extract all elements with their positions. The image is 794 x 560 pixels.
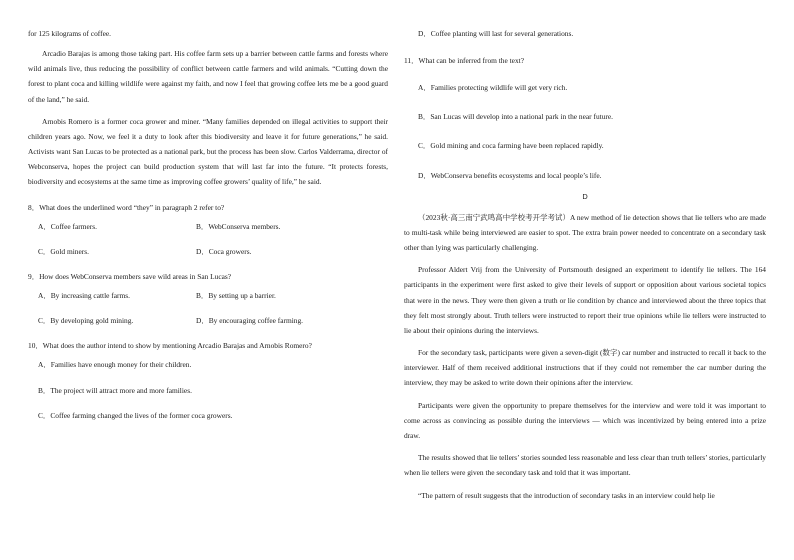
option-10d[interactable]: D．Coffee planting will last for several generations. <box>418 29 574 38</box>
passage-paragraph-2: Arcadio Barajas is among those taking part. His coffee farm sets up a barrier between cattle farms and forests where wild animals live, thus reducing the possibility of conflict between cattle farmers and wild animals. “Cutting down the forest to plant coca and killing wildlife were against my faith, and now I feel that growing coffee lets me be a good guard of the land,” he said. <box>28 49 388 104</box>
option-11d[interactable]: D．WebConserva benefits ecosystems and local people’s life. <box>418 170 602 180</box>
passage-intro-line: for 125 kilograms of coffee. <box>28 29 111 38</box>
option-9a[interactable]: A．By increasing cattle farms. <box>38 291 130 301</box>
option-10a[interactable]: A．Families have enough money for their children. <box>38 360 192 370</box>
passage-d-paragraph-1: （2023秋·高三南宁武鸣高中学校考开学考试）A new method of lie detection shows that lie tellers who are made to multi-task while being interviewed are easier to spot. The extra brain power needed to concentrate on a secondary task other than lying was particularly challenging. <box>404 212 766 253</box>
question-8: 8．What does the underlined word “they” in paragraph 2 refer to? <box>28 202 225 212</box>
question-9: 9．How does WebConserva members save wild areas in San Lucas? <box>28 271 232 281</box>
passage-paragraph-3: Arnobis Romero is a former coca grower and miner. “Many families depended on illegal activities to support their children years ago. Now, we feel it a duty to look after this biodiversity and leave it for future generations,” he said. Activists want San Lucas to be protected as a national park, but the process has been slow. Carlos Valderrama, director of Webconserva, hopes the project can build production system that will last far into the future. “It protects forests, biodiversity and ecosystems at the same time as improving coffee growers’ quality of life,” he said. <box>28 116 388 187</box>
option-8d[interactable]: D．Coca growers. <box>196 246 252 256</box>
passage-d-paragraph-3: For the secondary task, participants were given a seven-digit (数字) car number and instructed to recall it back to the interviewer. Half of them received additional instructions that if they could not remember the car number during the interview, they may be asked to write down their opinions after the interview. <box>404 348 766 388</box>
passage-d-paragraph-5: The results showed that lie tellers’ stories sounded less reasonable and less clear than truth tellers’ stories, particularly when lie tellers were given the secondary task and told that it was important. <box>404 453 766 478</box>
option-9c[interactable]: C．By developing gold mining. <box>38 316 134 326</box>
passage-d <box>404 210 766 503</box>
option-11a[interactable]: A．Families protecting wildlife will get very rich. <box>418 83 568 93</box>
passage-d-paragraph-2: Professor Aldert Vrij from the University of Portsmouth designed an experiment to identify lie tellers. The 164 participants in the experiment were first asked to give their levels of support or opposition about various societal topics that were in the news. They were then given a truth or lie condition by chance and interviewed about the three topics that they felt most strongly about. Truth tellers were instructed to report their true opinions while lie tellers were instructed to lie about their opinions during the interviews. <box>404 265 766 335</box>
option-8b[interactable]: B．WebConserva members. <box>196 221 281 231</box>
option-10c[interactable]: C．Coffee farming changed the lives of the former coca growers. <box>38 410 233 420</box>
question-10: 10．What does the author intend to show by mentioning Arcadio Barajas and Arnobis Romero? <box>28 341 312 351</box>
question-10-options <box>28 359 388 420</box>
right-column <box>404 28 766 510</box>
option-11b[interactable]: B．San Lucas will develop into a national park in the near future. <box>418 112 613 122</box>
option-11c[interactable]: C．Gold mining and coca farming have been replaced rapidly. <box>418 141 604 151</box>
option-8c[interactable]: C．Gold miners. <box>38 246 89 256</box>
option-9d[interactable]: D．By encouraging coffee farming. <box>196 316 303 326</box>
option-9b[interactable]: B．By setting up a barrier. <box>196 291 276 301</box>
passage-paragraphs <box>28 46 388 190</box>
question-8-options <box>28 221 388 257</box>
question-11: 11．What can be inferred from the text? <box>404 56 524 66</box>
passage-d-paragraph-4: Participants were given the opportunity to prepare themselves for the interview and were told it was important to come across as convincing as possible during the interviews — which was incentivized by being entered into a prize draw. <box>404 400 766 440</box>
option-10b[interactable]: B．The project will attract more and more families. <box>38 385 192 395</box>
option-8a[interactable]: A．Coffee farmers. <box>38 221 97 231</box>
left-column <box>28 28 388 435</box>
passage-d-paragraph-6: “The pattern of result suggests that the introduction of secondary tasks in an interview could help lie <box>418 490 715 500</box>
question-9-options <box>28 290 388 326</box>
section-d-heading: D <box>582 191 588 201</box>
